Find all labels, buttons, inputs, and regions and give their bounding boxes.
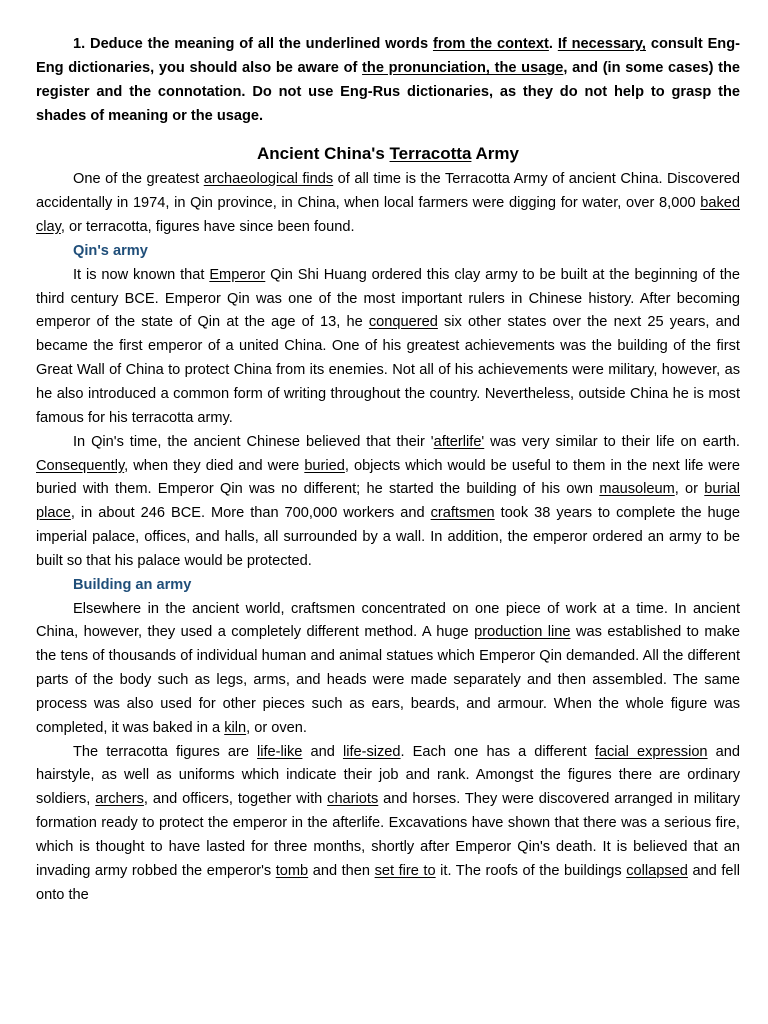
- underlined-term: the pronunciation, the usage: [362, 59, 564, 76]
- underlined-term: kiln: [224, 719, 247, 736]
- underlined-term: set fire to: [374, 862, 436, 879]
- underlined-term: production line: [474, 624, 571, 641]
- underlined-term: burial place: [36, 481, 740, 522]
- underlined-term: life-like: [257, 743, 303, 760]
- underlined-term: from the context: [432, 36, 549, 52]
- underlined-term: craftsmen: [430, 505, 495, 522]
- paragraph-intro: One of the greatest archaeological finds of all time is the Terracotta Army of ancient China. Discovered accidentally in 1974, in Qin province, in China, when local farmers were digging for water, over 8,000 baked clay, or terracotta, figures have since been found.: [36, 171, 740, 236]
- underlined-term: If necessary,: [557, 36, 646, 52]
- underlined-term: chariots: [327, 791, 379, 808]
- underlined-term: conquered: [368, 314, 438, 331]
- paragraph-afterlife: In Qin's time, the ancient Chinese believed that their 'afterlife' was very similar to their life on earth. Consequently, when they died and were buried, objects which would be useful to them in the next life were buried with them. Emperor Qin was no different; he started the building of his own mausoleum, or burial place, in about 246 BCE. More than 700,000 workers and craftsmen took 38 years to complete the huge imperial palace, offices, and halls, all surrounded by a wall. In addition, the emperor ordered an army to be built so that his palace would be protected.: [36, 433, 740, 569]
- section-heading-qins-army: Qin's army: [73, 242, 148, 259]
- instructions: 1. Deduce the meaning of all the underlined words from the context. If necessary, consult Eng-Eng dictionaries, you should also be aware of the pronunciation, the usage, and (in some cases) the register and the connotation. Do not use Eng-Rus dictionaries, as they do not help to grasp the shades of meaning or the usage.: [36, 36, 740, 124]
- underlined-term: afterlife': [433, 433, 485, 450]
- underlined-term: collapsed: [626, 862, 688, 879]
- document-page: [36, 33, 740, 908]
- paragraph-figures: The terracotta figures are life-like and life-sized. Each one has a different facial expression and hairstyle, as well as uniforms which indicate their job and rank. Amongst the figures there are ordinary soldiers, archers, and officers, together with chariots and horses. They were discovered arranged in military formation ready to protect the emperor in the afterlife. Excavations have shown that there was a serious fire, which is thought to have lasted for three months, shortly after Emperor Qin's death. It is believed that an invading army robbed the emperor's tomb and then set fire to it. The roofs of the buildings collapsed and fell onto the: [36, 743, 740, 903]
- underlined-term: tomb: [275, 862, 309, 879]
- underlined-term: mausoleum: [599, 481, 675, 498]
- underlined-term: life-sized: [342, 743, 401, 760]
- underlined-term: facial expression: [594, 743, 708, 760]
- underlined-term: Consequently: [36, 457, 125, 474]
- section-heading-building-army: Building an army: [73, 576, 192, 593]
- underlined-term: archers: [95, 791, 144, 808]
- underlined-term: Terracotta: [389, 144, 472, 164]
- paragraph-qins-army: It is now known that Emperor Qin Shi Huang ordered this clay army to be built at the beginning of the third century BCE. Emperor Qin was one of the most important rulers in Chinese history. After becoming emperor of the state of Qin at the age of 13, he conquered six other states over the next 25 years, and became the first emperor of a united China. One of his greatest achievements was the building of the first Great Wall of China to protect China from its enemies. Not all of his achievements were military, however, as he also introduced a common form of writing throughout the country. Nevertheless, outside China he is most famous for his terracotta army.: [36, 266, 740, 426]
- underlined-term: archaeological finds: [203, 171, 334, 188]
- underlined-term: baked clay: [36, 195, 740, 236]
- paragraph-production: Elsewhere in the ancient world, craftsmen concentrated on one piece of work at a time. In ancient China, however, they used a completely different method. A huge production line was established to make the tens of thousands of individual human and animal statues which Emperor Qin demanded. All the different parts of the body such as legs, arms, and heads were made separately and then assembled. The same process was also used for other pieces such as ears, beards, and armour. When the whole figure was completed, it was baked in a kiln, or oven.: [36, 600, 741, 736]
- underlined-term: Emperor: [209, 266, 266, 283]
- article-title: Ancient China's Terracotta Army: [257, 144, 519, 164]
- underlined-term: buried: [304, 457, 345, 474]
